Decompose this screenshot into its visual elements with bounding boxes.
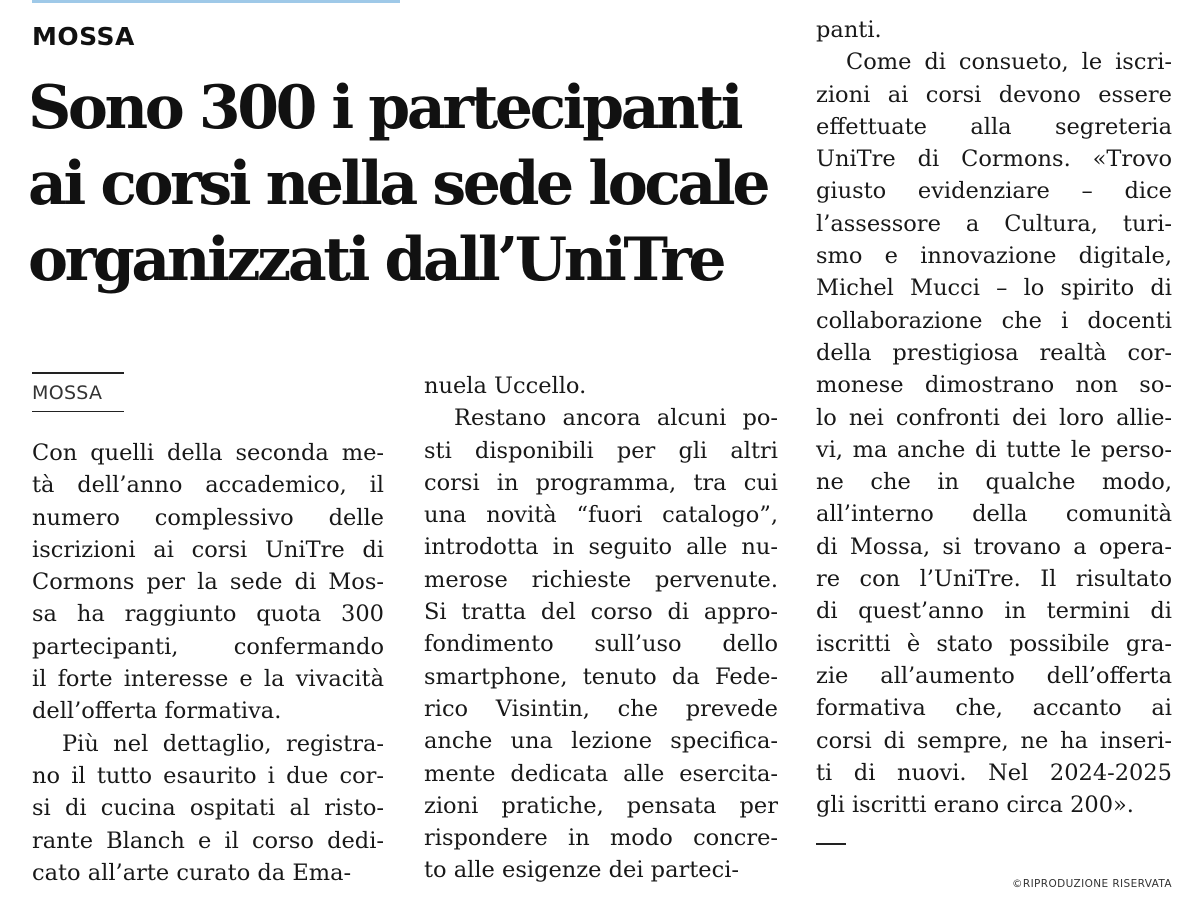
text-line: panti. — [816, 17, 882, 43]
text-line: Si tratta del corso di appro- — [424, 599, 778, 626]
text-line: zioni pratiche, pensata per — [424, 792, 778, 819]
text-line: anche una lezione specifica- — [424, 728, 778, 755]
text-line: nuela Uccello. — [424, 373, 587, 399]
text-line: tà dell’anno accademico, il — [32, 472, 384, 499]
headline-line: organizzati dall’UniTre — [28, 225, 724, 295]
text-line: dell’offerta formativa. — [32, 698, 282, 725]
text-line: all’interno della comunità — [816, 501, 1172, 528]
dateline-block — [32, 372, 124, 412]
text-line: ne che in qualche modo, — [816, 469, 1172, 496]
text-line: corsi in programma, tra cui — [424, 469, 778, 496]
text-line: introdotta in seguito alle nu- — [424, 534, 778, 561]
dateline: MOSSA — [32, 381, 103, 404]
text-line: smartphone, tenuto da Fede- — [424, 663, 778, 690]
text-line: rante Blanch e il corso dedi- — [32, 827, 384, 854]
text-line: zie all’aumento dell’offerta — [816, 662, 1172, 689]
text-line: partecipanti, confermando — [32, 633, 384, 660]
article-paragraph — [816, 14, 1172, 46]
text-line: Michel Mucci – lo spirito di — [816, 275, 1172, 302]
text-line: merose richieste pervenute. — [424, 566, 778, 593]
text-line: sa ha raggiunto quota 300 — [32, 601, 384, 628]
text-line: sti disponibili per gli altri — [424, 437, 778, 464]
headline-line: ai corsi nella sede locale — [28, 149, 768, 219]
article-paragraph — [32, 437, 384, 728]
text-line: no il tutto esaurito i due cor- — [32, 762, 384, 789]
article-column-3 — [816, 14, 1172, 845]
text-line: fondimento sull’uso dello — [424, 631, 778, 658]
article-headline — [28, 70, 798, 298]
article-paragraph — [424, 370, 778, 402]
article-paragraph — [816, 46, 1172, 821]
end-mark-dash — [816, 843, 846, 845]
text-line: cato all’arte curato da Ema- — [32, 859, 352, 886]
text-line: corsi di sempre, ne ha inseri- — [816, 727, 1172, 754]
section-kicker: MOSSA — [32, 22, 135, 51]
text-line: effettuate alla segreteria — [816, 113, 1172, 140]
text-line: iscritti è stato possibile gra- — [816, 630, 1172, 657]
text-line: monese dimostrano non so- — [816, 372, 1172, 399]
text-line: il forte interesse e la vivacità — [32, 666, 384, 693]
text-line: della prestigiosa realtà cor- — [816, 339, 1172, 366]
text-line: Con quelli della seconda me- — [32, 440, 384, 466]
text-line: collaborazione che i docenti — [816, 307, 1172, 334]
headline-line: Sono 300 i partecipanti — [28, 73, 741, 143]
text-line: una novità “fuori catalogo”, — [424, 502, 778, 529]
text-line: UniTre di Cormons. «Trovo — [816, 146, 1172, 173]
text-line: l’assessore a Cultura, turi- — [816, 210, 1172, 237]
text-line: di Mossa, si trovano a opera- — [816, 533, 1172, 560]
text-line: zioni ai corsi devono essere — [816, 81, 1172, 108]
text-line: Come di consueto, le iscri- — [846, 49, 1172, 76]
text-line: rico Visintin, che prevede — [424, 695, 778, 722]
text-line: mente dedicata alle esercita- — [424, 760, 778, 787]
text-line: si di cucina ospitati al risto- — [32, 795, 384, 822]
text-line: lo nei confronti dei loro allie- — [816, 404, 1172, 431]
dateline-rule-bottom — [32, 411, 124, 413]
text-line: Restano ancora alcuni po- — [454, 405, 778, 432]
text-line: rispondere in modo concre- — [424, 825, 778, 852]
text-line: gli iscritti erano circa 200». — [816, 792, 1134, 819]
text-line: to alle esigenze dei parteci- — [424, 857, 739, 884]
text-line: Cormons per la sede di Mos- — [32, 569, 384, 596]
text-line: numero complessivo delle — [32, 504, 384, 531]
copyright-notice: ©RIPRODUZIONE RISERVATA — [1011, 878, 1172, 890]
text-line: di quest’anno in termini di — [816, 598, 1172, 625]
text-line: smo e innovazione digitale, — [816, 243, 1172, 270]
text-line: giusto evidenziare – dice — [816, 178, 1172, 205]
article-column-1 — [32, 437, 384, 889]
text-line: iscrizioni ai corsi UniTre di — [32, 536, 384, 563]
text-line: Più nel dettaglio, registra- — [62, 730, 384, 757]
text-line: formativa che, accanto ai — [816, 695, 1172, 722]
top-accent-rule — [32, 0, 400, 3]
text-line: ti di nuovi. Nel 2024-2025 — [816, 759, 1172, 786]
article-column-2 — [424, 370, 778, 887]
text-line: re con l’UniTre. Il risultato — [816, 566, 1172, 593]
article-paragraph — [32, 728, 384, 889]
text-line: vi, ma anche di tutte le perso- — [816, 436, 1172, 463]
article-paragraph — [424, 402, 778, 886]
